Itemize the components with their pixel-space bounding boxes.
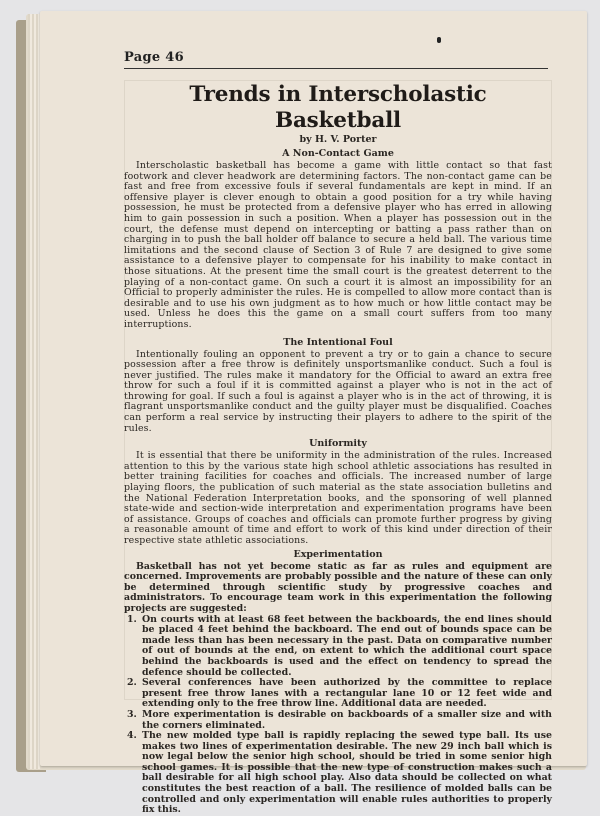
page-header bbox=[124, 46, 548, 69]
suggested-projects-list bbox=[124, 615, 552, 816]
section-heading: A Non-Contact Game bbox=[282, 148, 394, 159]
paragraph: Interscholastic basketball has become a game with little contact so that fast footwork and clever headwork are determining factors. The non-contact game can be fast and free from excessive fouls if several fundamentals are kept in mind. If an offensive player is clever enough to obtain a good position for a try while having possession, he must be protected from a defensive player who has erred in allowing him to gain possession in such a position. When a player has possession out in the court, the defense must depend on intercepting or batting a pass rather than on charging in to push the ball holder off balance to secure a held ball. The various time limitations and the second clause of Section 3 of Rule 7 are designed to give some assistance to a defensive player to compensate for his inability to make contact in those situations. At the present time the small court is the greatest deterrent to the playing of a non-contact game. On such a court it is almost an impossibility for an Official to properly administer the rules. He is compelled to allow more contact than is desirable and to use his own judgment as to how much or how little contact may be used. Unless he does this the game on a small court suffers from too many interruptions. bbox=[124, 160, 552, 330]
list-item: 4. The new molded type ball is rapidly replacing the sewed type ball. Its use makes two lines of experimentation desirable. The new 29 inch ball which is now legal below the senior high school, should be tried in some senior high school games. It is possible that the new type of construction makes such a ball desirable for all high school play. Also data should be collected on what constitutes the best reaction of a ball. The resilience of molded balls can be controlled and only experimentation will enable rules authorities to properly fix this. bbox=[140, 731, 552, 816]
page-number: Page 46 bbox=[124, 50, 184, 65]
section-heading: Experimentation bbox=[293, 548, 383, 560]
section-heading: The Intentional Foul bbox=[283, 336, 393, 348]
paragraph: Intentionally fouling an opponent to prevent a try or to gain a chance to secure possession after a free throw is definitely unsportsmanlike conduct. Such a foul is never justified. The rules make it mandatory for the Official to award an extra free throw for such a foul if it is committed against a player who is not in the act of throwing for goal. If such a foul is against a player who is in the act of throwing, it is flagrant unsportsmanlike conduct and the guilty player must be disqualified. Coaches can perform a real service by instructing their players to adhere to the spirit of the rules. bbox=[124, 348, 552, 434]
list-item: 1. On courts with at least 68 feet between the backboards, the end lines should be placed 4 feet behind the backboard. The end out of bounds space can be made less than has been necessary in the past. Data on comparative number of out of bounds at the end, on extent to which the additional court space behind the backboards is used and the effect on tendency to spread the defence should be collected. bbox=[140, 615, 552, 679]
ink-mark bbox=[437, 37, 441, 43]
section-heading: Uniformity bbox=[309, 438, 367, 450]
paragraph: It is essential that there be uniformity in the administration of the rules. Increased attention to this by the various state high school athletic associations has resulted in better training facilities for coaches and officials. The increased number of large playing floors, the publication of such material as the state association bulletins and the National Federation Interpretation books, and the sponsoring of well planned state-wide and section-wide interpretation and experimentation programs have been of assistance. Groups of coaches and officials can promote further progress by giving a reasonable amount of time and effort to work of this kind under direction of their respective state athletic associations. bbox=[124, 450, 552, 546]
byline: by H. V. Porter bbox=[299, 134, 377, 145]
page-edges bbox=[28, 14, 40, 769]
article-title: Trends in Interscholastic Basketball bbox=[189, 82, 487, 133]
paragraph: Basketball has not yet become static as far as rules and equipment are concerned. Improvements are probably possible and the nature of these can only be determined through scientific study by progressive coaches and administrators. To encourage team work in this experimentation the following projects are suggested: bbox=[124, 560, 552, 614]
list-item: 2. Several conferences have been authorized by the committee to replace present free throw lanes with a rectangular lane 10 or 12 feet wide and extending only to the free throw line. Additional data are needed. bbox=[140, 678, 552, 710]
list-item: 3. More experimentation is desirable on backboards of a smaller size and with the corners eliminated. bbox=[140, 710, 552, 731]
experimentation-section bbox=[124, 549, 552, 816]
article bbox=[124, 82, 552, 816]
